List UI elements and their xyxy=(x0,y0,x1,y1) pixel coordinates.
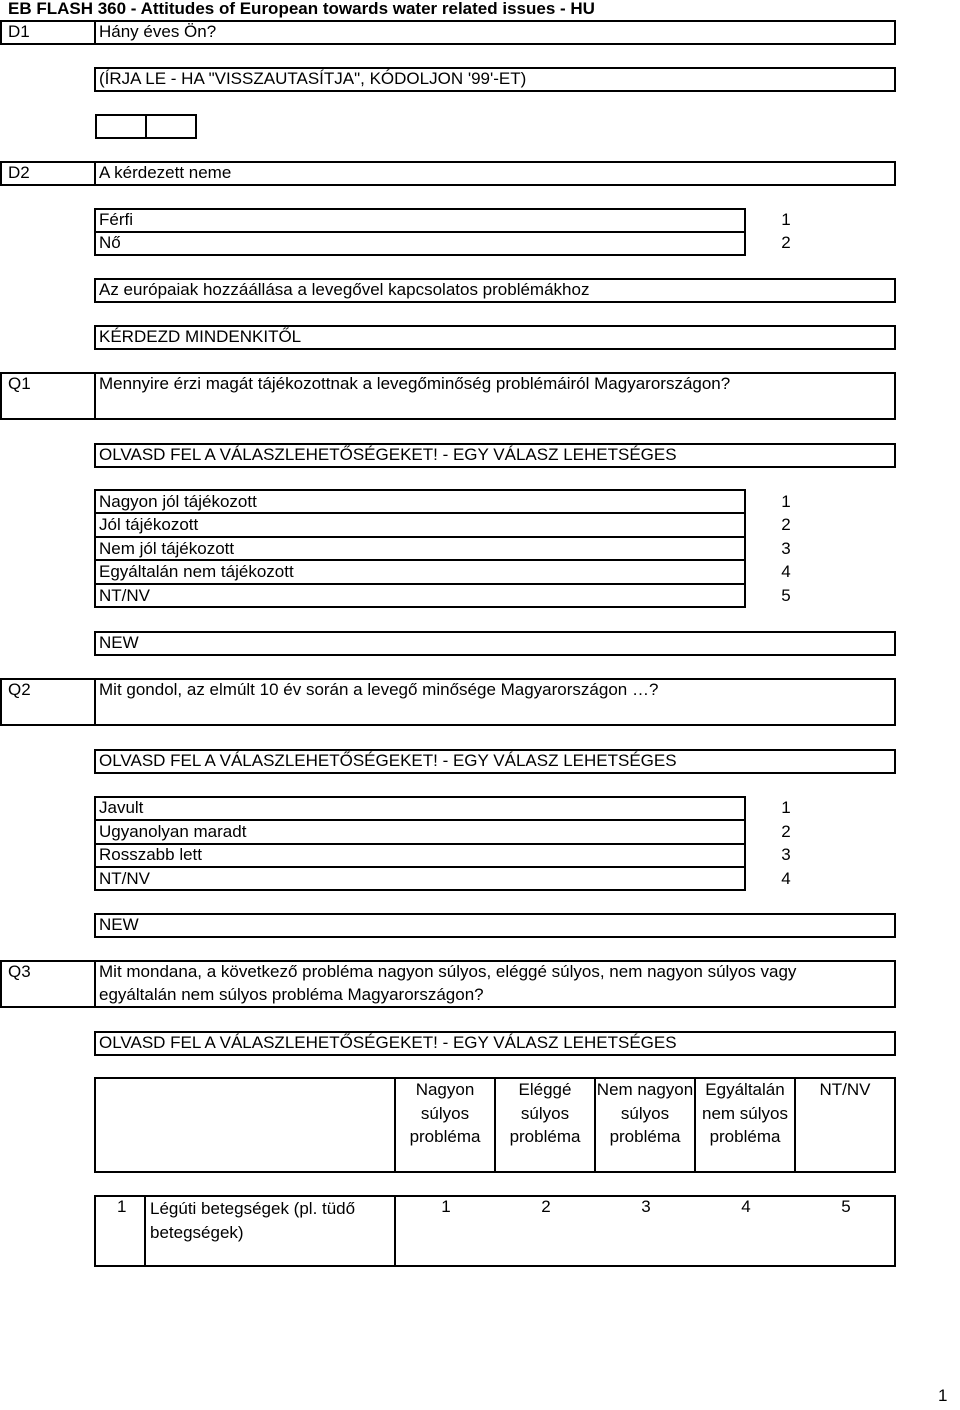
d2-question: A kérdezett neme xyxy=(99,163,232,182)
d2-option-female-code: 2 xyxy=(781,233,791,252)
document-title: EB FLASH 360 - Attitudes of European towards water related issues - HU xyxy=(8,0,595,18)
q1-option-code: 4 xyxy=(781,562,791,581)
q1-option-code: 5 xyxy=(781,586,791,605)
q2-question: Mit gondol, az elmúlt 10 év során a levegő minősége Magyarországon …? xyxy=(99,680,659,699)
section-title: Az európaiak hozzáállása a levegővel kapcsolatos problémákhoz xyxy=(99,280,590,299)
d2-option-female-label[interactable]: Nő xyxy=(99,233,121,252)
q1-option-divider xyxy=(94,536,746,538)
q1-option-divider xyxy=(94,559,746,561)
q1-option-label[interactable]: Nagyon jól tájékozott xyxy=(99,492,257,511)
q2-option-label[interactable]: Rosszabb lett xyxy=(99,845,202,864)
d2-code: D2 xyxy=(8,163,30,182)
d2-option-male-label[interactable]: Férfi xyxy=(99,210,133,229)
q1-option-code: 1 xyxy=(781,492,791,511)
q3-divider xyxy=(94,960,96,1008)
q1-option-divider xyxy=(94,512,746,514)
q1-option-code: 2 xyxy=(781,515,791,534)
q2-option-divider xyxy=(94,866,746,868)
q1-option-divider xyxy=(94,583,746,585)
age-digit-1-box[interactable] xyxy=(95,114,147,139)
q2-option-label[interactable]: Ugyanolyan maradt xyxy=(99,822,247,841)
q3-row-num-divider xyxy=(144,1195,146,1267)
q2-option-code: 1 xyxy=(781,798,791,817)
q3-col-header-very-serious: Nagyon súlyos probléma xyxy=(409,1080,481,1146)
q3-instruction: OLVASD FEL A VÁLASZLEHETŐSÉGEKET! - EGY VÁLASZ LEHETSÉGES xyxy=(99,1033,677,1052)
q1-new-label: NEW xyxy=(99,633,139,652)
q2-divider xyxy=(94,678,96,726)
q1-new-box xyxy=(94,631,896,656)
q2-code: Q2 xyxy=(8,680,31,699)
d2-option-male-code: 1 xyxy=(781,210,791,229)
q3-code: Q3 xyxy=(8,962,31,981)
q2-new-box xyxy=(94,913,896,938)
q3-row-label: Légúti betegségek (pl. tüdő betegségek) xyxy=(150,1199,356,1242)
q3-col-header-not-very-serious: Nem nagyon súlyos probléma xyxy=(596,1080,694,1146)
d1-instruction: (ÍRJA LE - HA "VISSZAUTASÍTJA", KÓDOLJON '99'-ET) xyxy=(99,69,527,88)
d1-code: D1 xyxy=(8,22,30,41)
q3-answer-code-1[interactable]: 1 xyxy=(441,1197,451,1216)
q3-question-line1: Mit mondana, a következő probléma nagyon súlyos, eléggé súlyos, nem nagyon súlyos vagy xyxy=(99,962,797,981)
ask-all-instruction: KÉRDEZD MINDENKITŐL xyxy=(99,327,302,346)
q1-option-label[interactable]: Nem jól tájékozott xyxy=(99,539,235,558)
q2-option-divider xyxy=(94,819,746,821)
q2-instruction: OLVASD FEL A VÁLASZLEHETŐSÉGEKET! - EGY VÁLASZ LEHETSÉGES xyxy=(99,751,677,770)
q3-col-header-dk-na: NT/NV xyxy=(819,1080,871,1099)
page-number: 1 xyxy=(938,1386,948,1405)
q3-answer-code-4[interactable]: 4 xyxy=(741,1197,751,1216)
q2-option-label[interactable]: NT/NV xyxy=(99,869,150,888)
q2-option-code: 3 xyxy=(781,845,791,864)
d2-divider xyxy=(94,161,96,186)
q1-option-label[interactable]: Egyáltalán nem tájékozott xyxy=(99,562,294,581)
q3-col-header-fairly-serious: Eléggé súlyos probléma xyxy=(509,1080,581,1146)
q3-question-line2: egyáltalán nem súlyos probléma Magyarországon? xyxy=(99,985,484,1004)
q3-row-label-divider xyxy=(394,1195,396,1267)
q3-row-number: 1 xyxy=(117,1197,127,1216)
age-digit-2-box[interactable] xyxy=(145,114,197,139)
d1-divider xyxy=(94,20,96,45)
q1-option-label[interactable]: NT/NV xyxy=(99,586,150,605)
q3-col-header-not-at-all-serious: Egyáltalán nem súlyos probléma xyxy=(702,1080,788,1146)
q2-new-label: NEW xyxy=(99,915,139,934)
q1-question: Mennyire érzi magát tájékozottnak a levegőminőség problémáiról Magyarországon? xyxy=(99,374,731,393)
q2-option-label[interactable]: Javult xyxy=(99,798,144,817)
q1-divider xyxy=(94,372,96,420)
q3-answer-code-2[interactable]: 2 xyxy=(541,1197,551,1216)
d2-option-divider xyxy=(94,231,746,233)
q2-option-code: 2 xyxy=(781,822,791,841)
q2-option-code: 4 xyxy=(781,869,791,888)
q1-option-code: 3 xyxy=(781,539,791,558)
q1-option-label[interactable]: Jól tájékozott xyxy=(99,515,199,534)
q1-instruction: OLVASD FEL A VÁLASZLEHETŐSÉGEKET! - EGY VÁLASZ LEHETSÉGES xyxy=(99,445,677,464)
q1-code: Q1 xyxy=(8,374,31,393)
q3-answer-code-5[interactable]: 5 xyxy=(841,1197,851,1216)
d1-question: Hány éves Ön? xyxy=(99,22,217,41)
q3-answer-code-3[interactable]: 3 xyxy=(641,1197,651,1216)
